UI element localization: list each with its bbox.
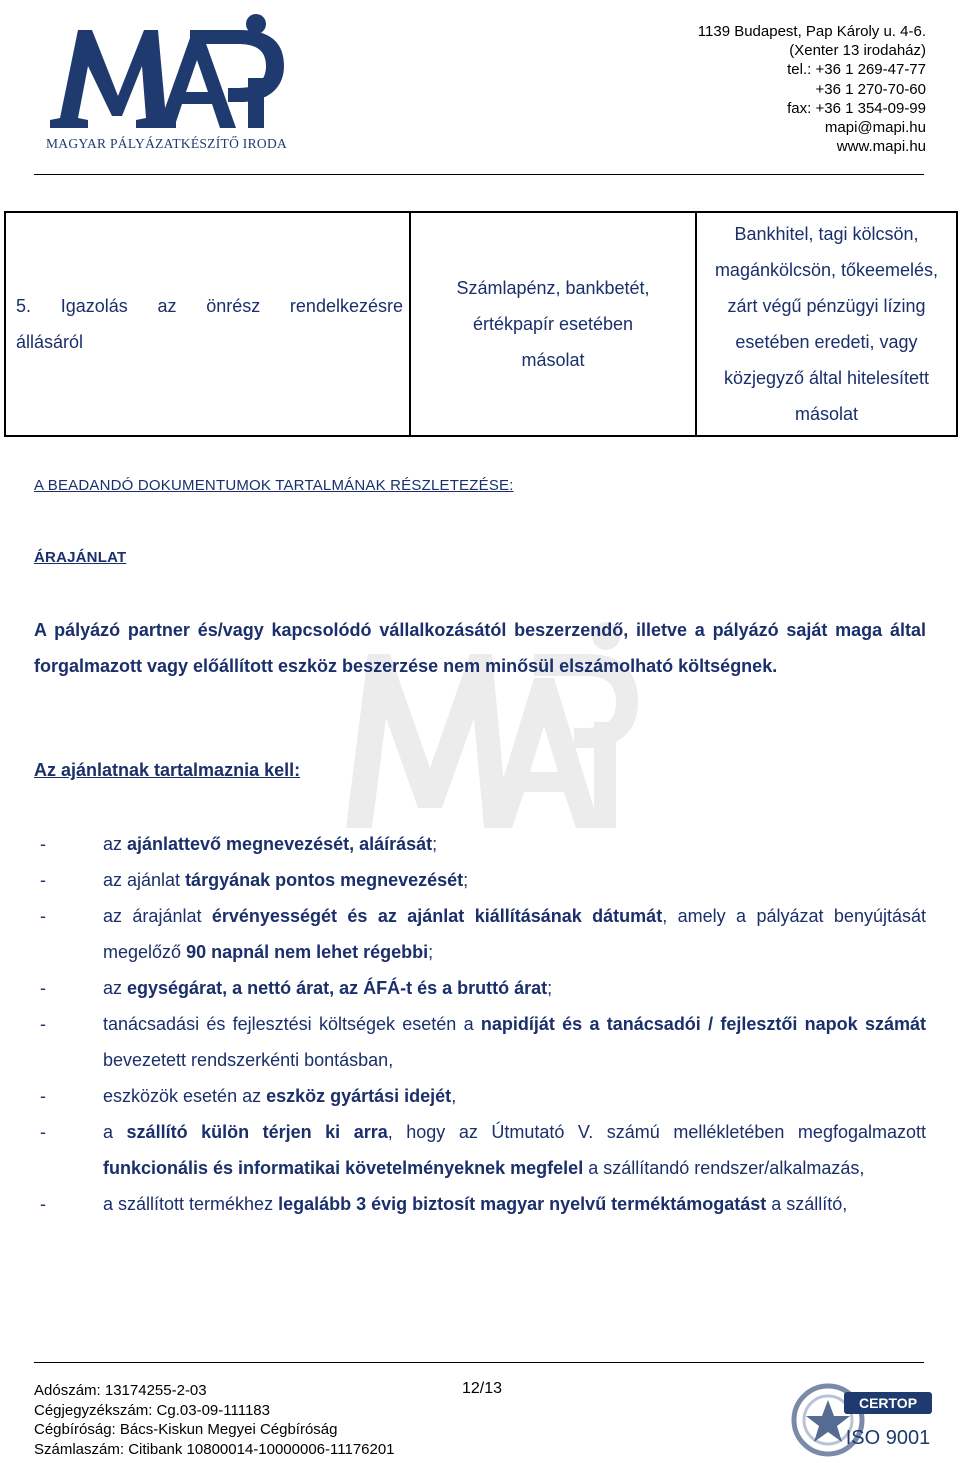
requirements-list [34, 826, 926, 1222]
list-item-text: , amely a pályázat benyújtását megelőző [103, 906, 926, 962]
table-cell-case-1 [410, 212, 696, 436]
section-heading: A BEADANDÓ DOKUMENTUMOK TARTALMÁNAK RÉSZLETEZÉSE: [34, 477, 514, 494]
list-item-text: ; [463, 870, 469, 890]
list-heading: Az ajánlatnak tartalmaznia kell: [34, 760, 301, 780]
documents-table [4, 211, 958, 437]
list-item [34, 898, 926, 970]
list-item-text: ; [428, 942, 434, 962]
contact-info [606, 22, 926, 156]
sub-heading: ÁRAJÁNLAT [34, 549, 127, 566]
case-2-line: magánkölcsön, tőkeemelés, [714, 260, 939, 280]
table-cell-case-2 [696, 212, 957, 436]
list-item [34, 1078, 926, 1114]
case-2-line: zárt végű pénzügyi lízing [727, 296, 926, 316]
case-2-line: esetében eredeti, vagy [735, 332, 918, 352]
list-item-text: , hogy az Útmutató V. számú mellékletében megfogalmazott [387, 1122, 926, 1142]
list-item-bold-text: ajánlattevő megnevezését, aláírását [127, 834, 433, 854]
contact-website: www.mapi.hu [836, 138, 926, 156]
list-item-text: az ajánlat [103, 870, 186, 890]
contact-phone-1: tel.: +36 1 269-47-77 [787, 61, 926, 79]
contact-phone-2: +36 1 270-70-60 [815, 80, 926, 98]
list-item [34, 826, 926, 862]
footer-company-info [34, 1381, 395, 1459]
contact-fax: fax: +36 1 354-09-99 [787, 99, 926, 117]
list-item-text: , [451, 1086, 457, 1106]
list-item-bold-text: napidíját és a tanácsadói / fejlesztői napok számát [480, 1014, 926, 1034]
intro-paragraph: A pályázó partner és/vagy kapcsolódó vállalkozásától beszerzendő, illetve a pályázó saját maga által forgalmazott vagy előállított eszköz beszerzése nem minősül elszámolható költségnek. [34, 620, 926, 676]
certification-badge [788, 1378, 938, 1458]
list-item [34, 1114, 926, 1186]
document-name-line: állásáról [16, 332, 84, 352]
list-item-text: bevezetett rendszerkénti bontásban, [103, 1050, 394, 1070]
footer-divider [34, 1362, 924, 1363]
list-item-bold-text: legalább 3 évig biztosít magyar nyelvű terméktámogatást [278, 1194, 767, 1214]
case-1-line: értékpapír esetében [472, 314, 634, 334]
list-bullet-dash: - [40, 1194, 46, 1214]
cert-name-text: CERTOP [858, 1395, 918, 1411]
page-number: 12/13 [462, 1380, 503, 1397]
header-divider [34, 174, 924, 175]
certop-iso-icon [788, 1378, 938, 1458]
contact-address: 1139 Budapest, Pap Károly u. 4-6. [697, 23, 926, 40]
list-item-bold-text: tárgyának pontos megnevezését [185, 870, 464, 890]
footer-tax-number: Adószám: 13174255-2-03 [34, 1382, 207, 1399]
company-logo [40, 8, 310, 158]
list-item-bold-text: érvényességét és az ajánlat kiállításának dátumát [211, 906, 663, 926]
case-2-line: másolat [794, 404, 859, 424]
list-item-bold-text: 90 napnál nem lehet régebbi [186, 942, 429, 962]
list-item-text: az [103, 834, 128, 854]
list-item-text: az árajánlat [103, 906, 212, 926]
list-item-text: ; [432, 834, 438, 854]
document-name-line: 5. Igazolás az önrész rendelkezésre [16, 296, 403, 316]
cert-standard-text: ISO 9001 [845, 1427, 931, 1449]
list-bullet-dash: - [40, 1014, 46, 1034]
list-item-text: eszközök esetén az [103, 1086, 267, 1106]
logo-caption: MAGYAR PÁLYÁZATKÉSZÍTŐ IRODA [46, 136, 288, 151]
footer-bank-account: Számlaszám: Citibank 10800014-10000006-11176201 [34, 1440, 395, 1458]
list-item-text: tanácsadási és fejlesztési költségek esetén a [103, 1014, 481, 1034]
list-item-text: az [103, 978, 128, 998]
list-bullet-dash: - [40, 834, 46, 854]
list-item-text: a szállítandó rendszer/alkalmazás, [583, 1158, 865, 1178]
list-item [34, 862, 926, 898]
list-item [34, 970, 926, 1006]
list-bullet-dash: - [40, 1122, 46, 1142]
footer-registration-number: Cégjegyzékszám: Cg.03-09-111183 [34, 1401, 270, 1419]
list-bullet-dash: - [40, 870, 46, 890]
contact-building: (Xenter 13 irodaház) [789, 42, 926, 60]
mapi-logo-icon [40, 8, 310, 138]
list-item [34, 1186, 926, 1222]
case-2-line: közjegyző által hitelesített [723, 368, 930, 388]
table-cell-document [5, 212, 410, 436]
list-item-text: a [103, 1122, 127, 1142]
case-1-line: Számlapénz, bankbetét, [456, 278, 650, 298]
list-item [34, 1006, 926, 1078]
list-item-text: a szállító, [766, 1194, 848, 1214]
list-item-text: ; [547, 978, 553, 998]
contact-email: mapi@mapi.hu [824, 119, 926, 137]
footer-court: Cégbíróság: Bács-Kiskun Megyei Cégbíróság [34, 1421, 338, 1438]
list-item-bold-text: funkcionális és informatikai követelményeknek megfelel [103, 1158, 584, 1178]
case-1-line: másolat [521, 350, 585, 370]
list-bullet-dash: - [40, 1086, 46, 1106]
case-2-line: Bankhitel, tagi kölcsön, [734, 224, 919, 244]
list-item-bold-text: szállító külön térjen ki arra [126, 1122, 388, 1142]
list-item-bold-text: egységárat, a nettó árat, az ÁFÁ-t és a bruttó árat [127, 978, 548, 998]
list-bullet-dash: - [40, 978, 46, 998]
table-row [5, 212, 957, 436]
list-item-text: a szállított termékhez [103, 1194, 279, 1214]
list-item-bold-text: eszköz gyártási idejét [266, 1086, 452, 1106]
list-bullet-dash: - [40, 906, 46, 926]
